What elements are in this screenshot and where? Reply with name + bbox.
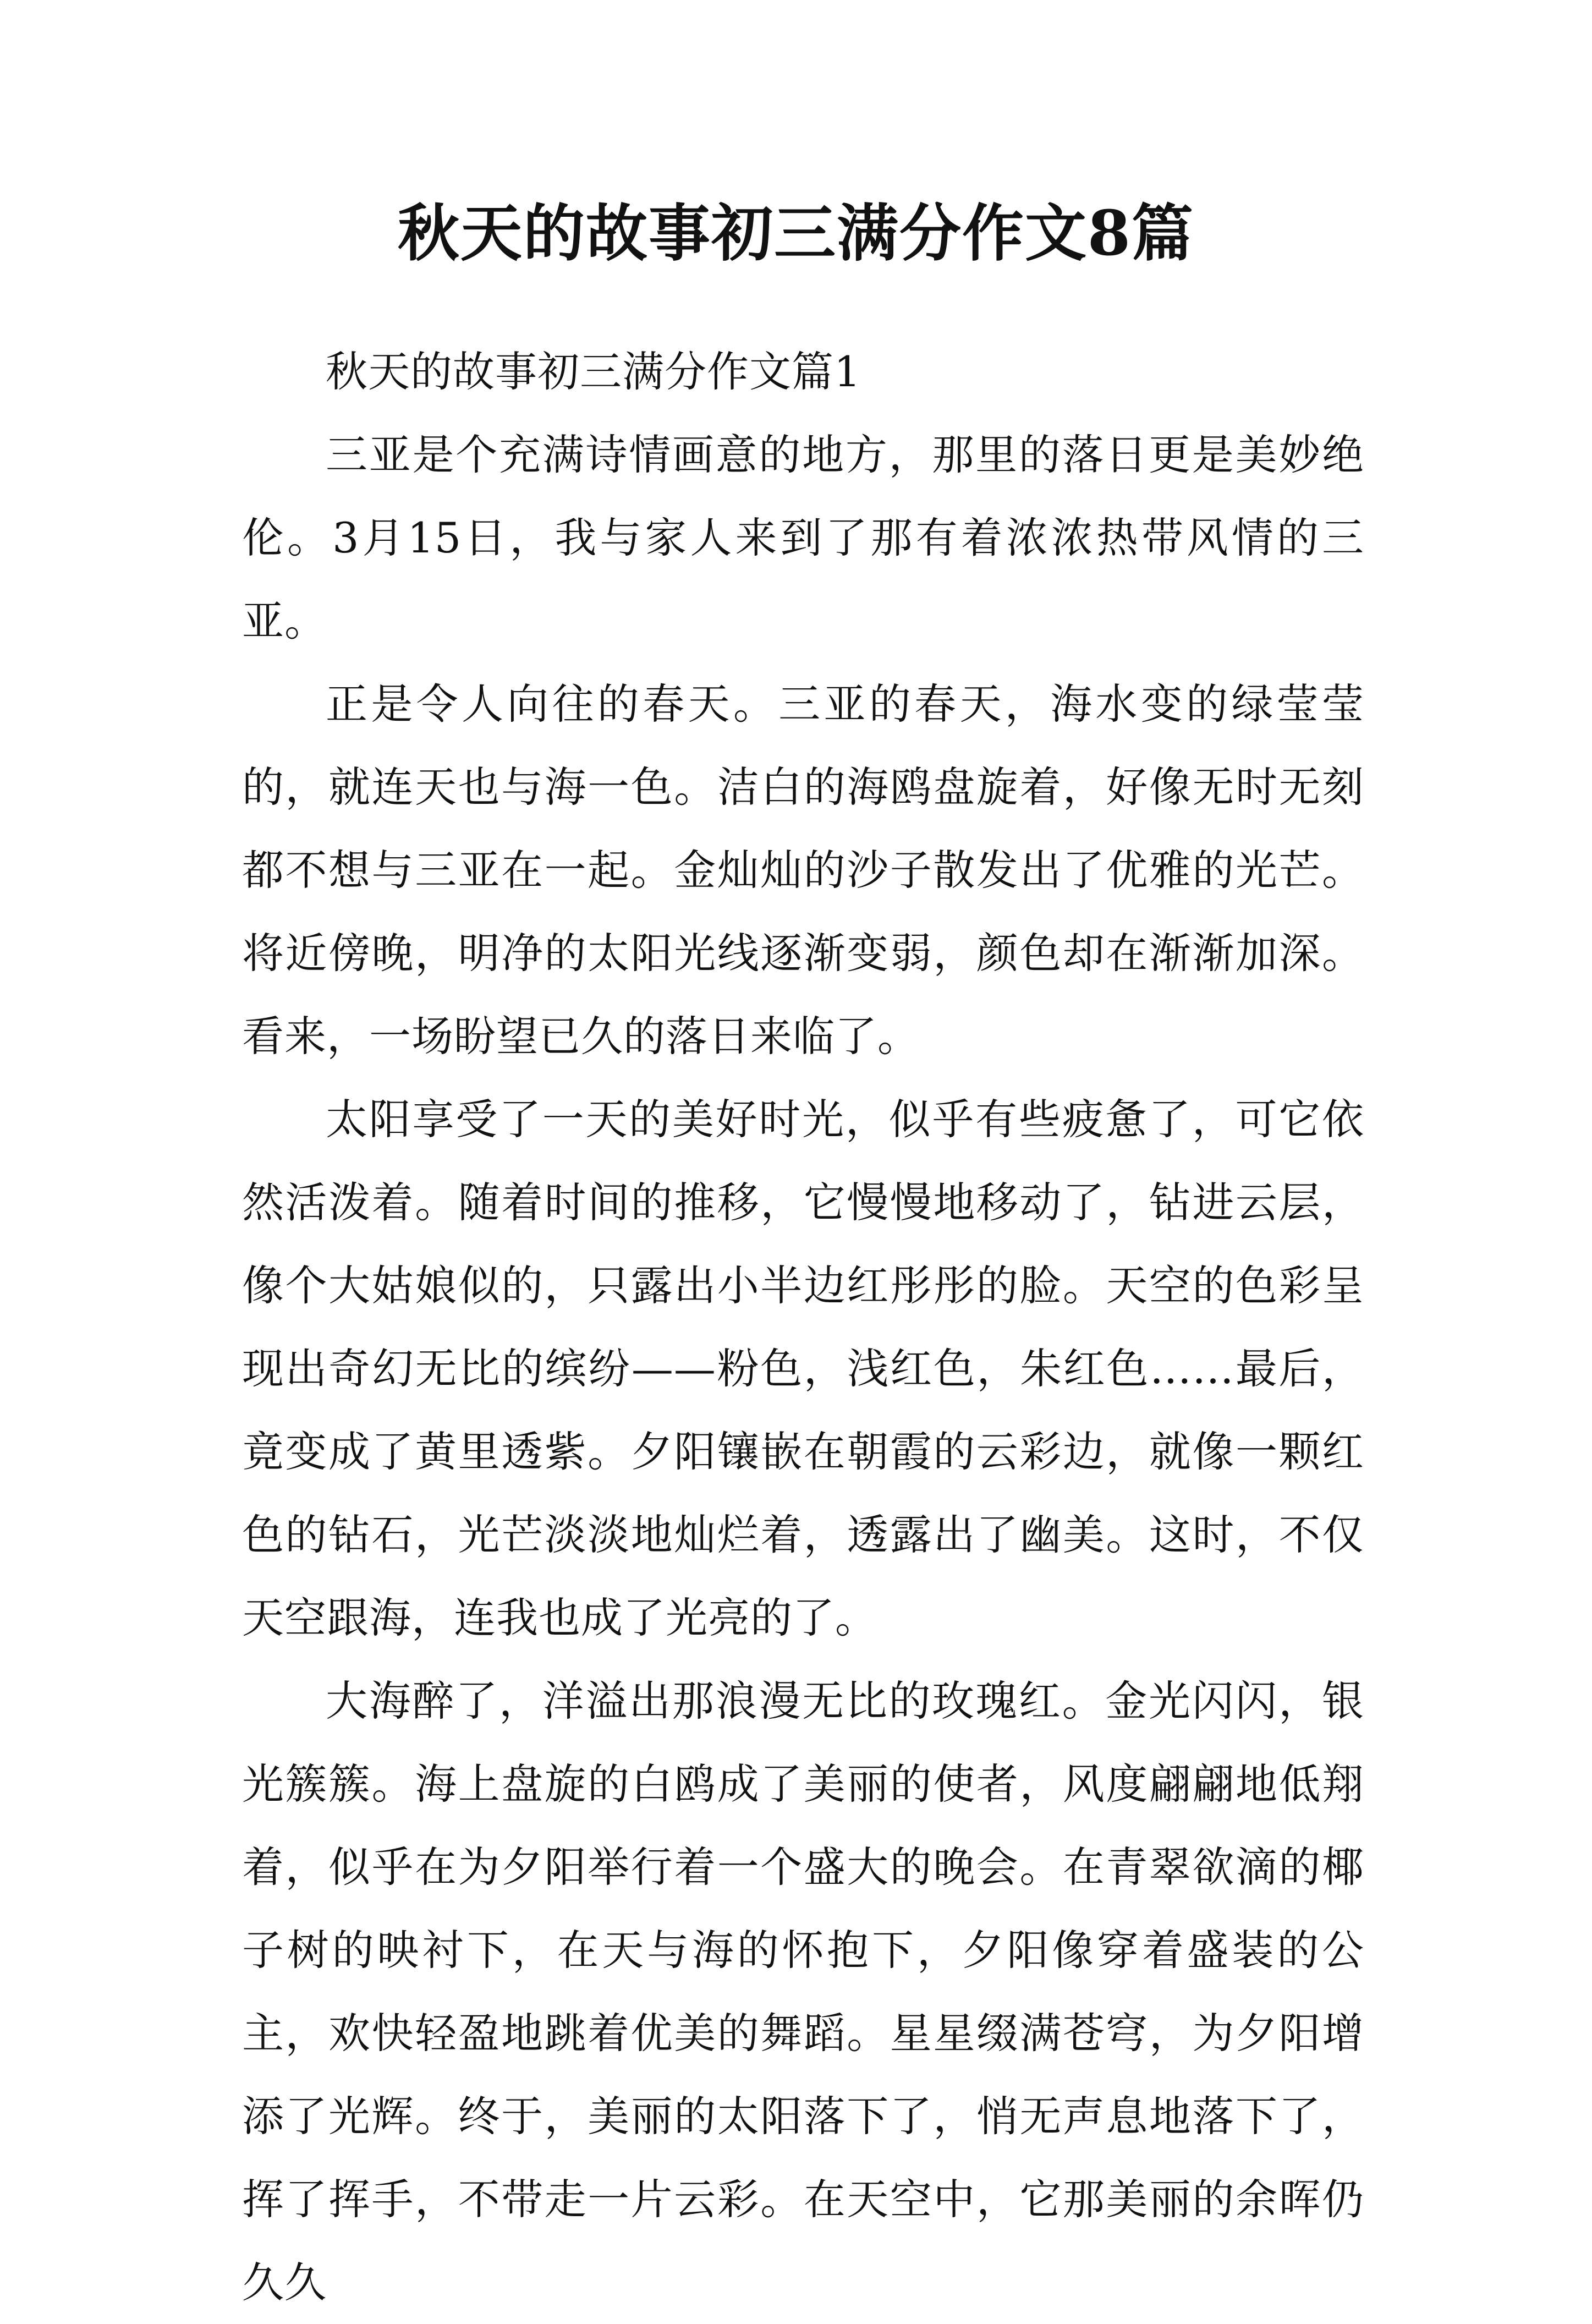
paragraph-section-heading: 秋天的故事初三满分作文篇1 — [326, 347, 861, 396]
paragraph: 三亚是个充满诗情画意的地方，那里的落日更是美妙绝伦。3月15日，我与家人来到了那有着浓浓热带风情的三亚。 — [242, 430, 1364, 645]
document-body — [242, 330, 1364, 2324]
paragraph: 太阳享受了一天的美好时光，似乎有些疲惫了，可它依然活泼着。随着时间的推移，它慢慢地移动了，钻进云层，像个大姑娘似的，只露出小半边红彤彤的脸。天空的色彩呈现出奇幻无比的缤纷——粉色，浅红色，朱红色……最后，竟变成了黄里透紫。夕阳镶嵌在朝霞的云彩边，就像一颗红色的钻石，光芒淡淡地灿烂着，透露出了幽美。这时，不仅天空跟海，连我也成了光亮的了。 — [242, 1095, 1364, 1642]
paragraph: 大海醉了，洋溢出那浪漫无比的玫瑰红。金光闪闪，银光簇簇。海上盘旋的白鸥成了美丽的使者，风度翩翩地低翔着，似乎在为夕阳举行着一个盛大的晚会。在青翠欲滴的椰子树的映衬下，在天与海的怀抱下，夕阳像穿着盛装的公主，欢快轻盈地跳着优美的舞蹈。星星缀满苍穹，为夕阳增添了光辉。终于，美丽的太阳落下了，悄无声息地落下了，挥了挥手，不带走一片云彩。在天空中，它那美丽的余晖仍久久 — [242, 1676, 1364, 2307]
paragraph: 正是令人向往的春天。三亚的春天，海水变的绿莹莹的，就连天也与海一色。洁白的海鸥盘旋着，好像无时无刻都不想与三亚在一起。金灿灿的沙子散发出了优雅的光芒。将近傍晚，明净的太阳光线逐渐变弱，颜色却在渐渐加深。看来，一场盼望已久的落日来临了。 — [242, 679, 1364, 1061]
document-title: 秋天的故事初三满分作文8篇 — [398, 198, 1194, 270]
